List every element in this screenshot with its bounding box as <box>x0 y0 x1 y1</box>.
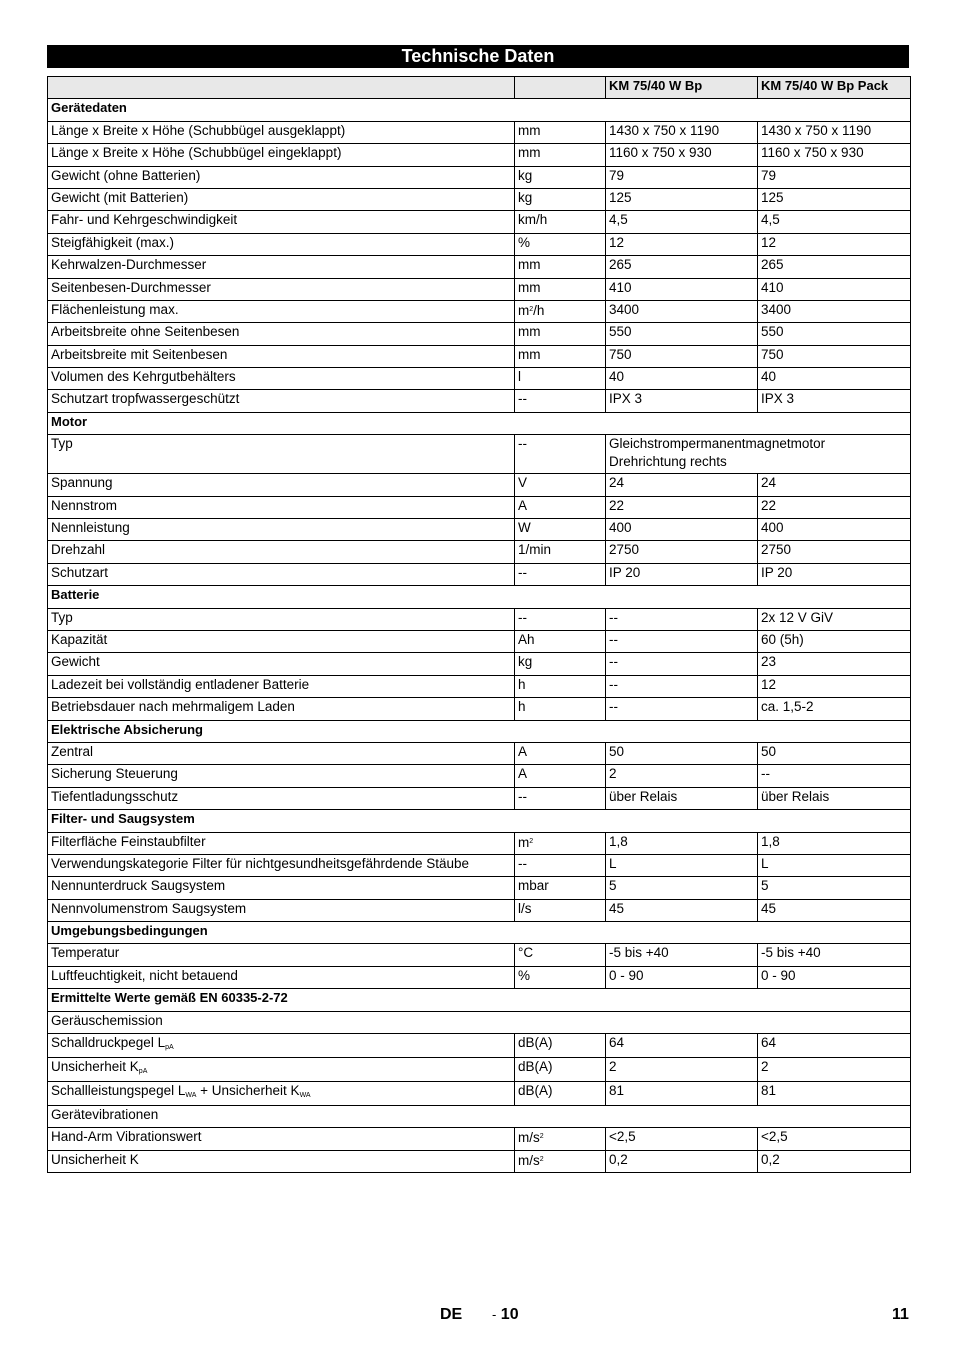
value-model-2: 23 <box>758 653 911 675</box>
value-model-2: 265 <box>758 256 911 278</box>
value-model-2: 12 <box>758 675 911 697</box>
parameter-label: Ladezeit bei vollständig entladener Batterie <box>48 675 515 697</box>
table-row <box>48 944 911 966</box>
table-row <box>48 368 911 390</box>
parameter-label: Typ <box>48 435 515 474</box>
parameter-label: Spannung <box>48 474 515 496</box>
unit-cell: dB(A) <box>515 1034 606 1058</box>
value-model-1: 1430 x 750 x 1190 <box>606 121 758 143</box>
unit-cell: 1/min <box>515 541 606 563</box>
unit-cell: A <box>515 742 606 764</box>
unit-cell: mbar <box>515 877 606 899</box>
table-row <box>48 742 911 764</box>
value-model-2: 81 <box>758 1082 911 1106</box>
footer-page-ref: - 10 <box>492 1306 519 1323</box>
value-model-1: 64 <box>606 1034 758 1058</box>
table-row <box>48 1058 911 1082</box>
section-header-row <box>48 412 911 434</box>
label-subscript: WA <box>185 1092 197 1100</box>
unit-cell: W <box>515 519 606 541</box>
parameter-label: Länge x Breite x Höhe (Schubbügel eingeklappt) <box>48 144 515 166</box>
section-title: Batterie <box>48 586 911 608</box>
table-row <box>48 323 911 345</box>
table-row <box>48 211 911 233</box>
table-row <box>48 496 911 518</box>
parameter-label <box>48 1058 515 1082</box>
unit-cell: Ah <box>515 630 606 652</box>
unit-cell: l/s <box>515 899 606 921</box>
unit-cell: A <box>515 496 606 518</box>
value-model-2: 750 <box>758 345 911 367</box>
value-model-2: 60 (5h) <box>758 630 911 652</box>
value-model-1: 400 <box>606 519 758 541</box>
page-title: Technische Daten <box>47 45 909 68</box>
unit-cell: kg <box>515 166 606 188</box>
table-row <box>48 653 911 675</box>
subheading-row <box>48 1011 911 1033</box>
section-title: Ermittelte Werte gemäß EN 60335-2-72 <box>48 989 911 1011</box>
value-model-1: <2,5 <box>606 1128 758 1150</box>
value-model-1: L <box>606 854 758 876</box>
value-model-2: L <box>758 854 911 876</box>
table-row <box>48 188 911 210</box>
value-model-2: -5 bis +40 <box>758 944 911 966</box>
header-blank <box>515 77 606 99</box>
value-model-1: 79 <box>606 166 758 188</box>
spec-table-body <box>48 77 911 1173</box>
value-model-1: -- <box>606 698 758 720</box>
table-row <box>48 541 911 563</box>
value-model-2: IP 20 <box>758 563 911 585</box>
unit-cell: -- <box>515 854 606 876</box>
parameter-label: Seitenbesen-Durchmesser <box>48 278 515 300</box>
value-model-1: 4,5 <box>606 211 758 233</box>
value-model-1: -- <box>606 653 758 675</box>
table-row <box>48 1082 911 1106</box>
value-model-2: 0 - 90 <box>758 966 911 988</box>
value-model-1: 2750 <box>606 541 758 563</box>
subheading-row <box>48 1106 911 1128</box>
unit-cell: dB(A) <box>515 1082 606 1106</box>
value-model-2: 12 <box>758 233 911 255</box>
value-model-1: 24 <box>606 474 758 496</box>
table-row <box>48 765 911 787</box>
unit-cell <box>515 1150 606 1172</box>
table-row <box>48 877 911 899</box>
table-row <box>48 1150 911 1172</box>
unit-cell: -- <box>515 390 606 412</box>
value-model-2: 5 <box>758 877 911 899</box>
merged-value <box>606 435 911 474</box>
unit-cell: mm <box>515 345 606 367</box>
unit-cell: °C <box>515 944 606 966</box>
value-model-2: über Relais <box>758 787 911 809</box>
value-model-2: 550 <box>758 323 911 345</box>
value-model-1: 0,2 <box>606 1150 758 1172</box>
table-row <box>48 854 911 876</box>
value-model-1: 265 <box>606 256 758 278</box>
subheading-vibration: Gerätevibrationen <box>48 1106 911 1128</box>
value-model-2: 24 <box>758 474 911 496</box>
value-model-1: 22 <box>606 496 758 518</box>
parameter-label: Kehrwalzen-Durchmesser <box>48 256 515 278</box>
table-row <box>48 144 911 166</box>
parameter-label: Betriebsdauer nach mehrmaligem Laden <box>48 698 515 720</box>
unit-cell: -- <box>515 787 606 809</box>
section-header-row <box>48 989 911 1011</box>
unit-cell: kg <box>515 188 606 210</box>
unit-cell <box>515 832 606 854</box>
unit-cell: mm <box>515 323 606 345</box>
unit-cell: l <box>515 368 606 390</box>
unit-cell: mm <box>515 256 606 278</box>
section-header-row <box>48 810 911 832</box>
value-model-2: 125 <box>758 188 911 210</box>
table-row <box>48 675 911 697</box>
parameter-label: Temperatur <box>48 944 515 966</box>
unit-cell: V <box>515 474 606 496</box>
value-model-2: 79 <box>758 166 911 188</box>
unit-cell: -- <box>515 435 606 474</box>
value-model-2: 64 <box>758 1034 911 1058</box>
table-row <box>48 899 911 921</box>
table-row <box>48 345 911 367</box>
unit-cell: km/h <box>515 211 606 233</box>
table-row <box>48 256 911 278</box>
parameter-label: Kapazität <box>48 630 515 652</box>
unit-superscript: 2 <box>539 1155 544 1163</box>
table-row <box>48 787 911 809</box>
value-model-1: 3400 <box>606 300 758 322</box>
unit-rest: /h <box>533 302 545 318</box>
table-row <box>48 966 911 988</box>
parameter-label: Länge x Breite x Höhe (Schubbügel ausgeklappt) <box>48 121 515 143</box>
table-row <box>48 563 911 585</box>
value-model-1: 550 <box>606 323 758 345</box>
value-model-1: -- <box>606 675 758 697</box>
parameter-label: Schutzart <box>48 563 515 585</box>
section-title: Motor <box>48 412 911 434</box>
header-model-1: KM 75/40 W Bp <box>606 77 758 99</box>
parameter-label: Nennunterdruck Saugsystem <box>48 877 515 899</box>
label-text-mid: + Unsicherheit K <box>196 1083 300 1099</box>
value-model-1: 1160 x 750 x 930 <box>606 144 758 166</box>
value-model-1: 2 <box>606 1058 758 1082</box>
parameter-label: Arbeitsbreite ohne Seitenbesen <box>48 323 515 345</box>
table-row <box>48 519 911 541</box>
parameter-label: Flächenleistung max. <box>48 300 515 322</box>
value-model-2: 2x 12 V GiV <box>758 608 911 630</box>
section-header-row <box>48 922 911 944</box>
value-model-1: 2 <box>606 765 758 787</box>
unit-superscript: 2 <box>539 1133 544 1141</box>
value-model-1: -- <box>606 608 758 630</box>
value-model-2: 410 <box>758 278 911 300</box>
value-model-1: 750 <box>606 345 758 367</box>
section-title: Filter- und Saugsystem <box>48 810 911 832</box>
value-line-1: Gleichstrompermanentmagnetmotor <box>609 436 826 452</box>
unit-cell: % <box>515 966 606 988</box>
unit-base: m <box>518 834 530 850</box>
table-row <box>48 698 911 720</box>
footer-language: DE <box>440 1306 463 1323</box>
value-model-2: IPX 3 <box>758 390 911 412</box>
value-model-2: ca. 1,5-2 <box>758 698 911 720</box>
parameter-label: Drehzahl <box>48 541 515 563</box>
section-title: Gerätedaten <box>48 99 911 121</box>
value-model-1: über Relais <box>606 787 758 809</box>
unit-cell <box>515 300 606 322</box>
unit-cell: -- <box>515 563 606 585</box>
value-model-1: 1,8 <box>606 832 758 854</box>
value-model-1: 40 <box>606 368 758 390</box>
value-model-2: 1160 x 750 x 930 <box>758 144 911 166</box>
table-row <box>48 474 911 496</box>
value-model-1: IPX 3 <box>606 390 758 412</box>
value-model-2: 3400 <box>758 300 911 322</box>
section-header-row <box>48 720 911 742</box>
table-row <box>48 390 911 412</box>
table-row <box>48 1128 911 1150</box>
parameter-label: Steigfähigkeit (max.) <box>48 233 515 255</box>
label-subscript: pA <box>165 1044 174 1052</box>
parameter-label: Fahr- und Kehrgeschwindigkeit <box>48 211 515 233</box>
parameter-label: Gewicht <box>48 653 515 675</box>
parameter-label: Arbeitsbreite mit Seitenbesen <box>48 345 515 367</box>
parameter-label: Gewicht (mit Batterien) <box>48 188 515 210</box>
parameter-label: Zentral <box>48 742 515 764</box>
label-subscript-2: WA <box>299 1092 311 1100</box>
unit-superscript: 2 <box>529 305 534 313</box>
parameter-label: Filterfläche Feinstaubfilter <box>48 832 515 854</box>
value-model-1: 0 - 90 <box>606 966 758 988</box>
parameter-label <box>48 1034 515 1058</box>
parameter-label: Sicherung Steuerung <box>48 765 515 787</box>
value-model-1: 410 <box>606 278 758 300</box>
table-row <box>48 832 911 854</box>
parameter-label: Unsicherheit K <box>48 1150 515 1172</box>
value-model-2: 4,5 <box>758 211 911 233</box>
parameter-label: Nennvolumenstrom Saugsystem <box>48 899 515 921</box>
value-model-2: 40 <box>758 368 911 390</box>
label-text: Schalldruckpegel L <box>51 1035 166 1051</box>
value-model-2: 0,2 <box>758 1150 911 1172</box>
section-title: Elektrische Absicherung <box>48 720 911 742</box>
value-model-1: 12 <box>606 233 758 255</box>
table-row <box>48 278 911 300</box>
section-title: Umgebungsbedingungen <box>48 922 911 944</box>
parameter-label: Gewicht (ohne Batterien) <box>48 166 515 188</box>
unit-cell: mm <box>515 121 606 143</box>
value-model-1: -5 bis +40 <box>606 944 758 966</box>
unit-cell: h <box>515 698 606 720</box>
section-header-row <box>48 586 911 608</box>
unit-cell: h <box>515 675 606 697</box>
value-model-1: -- <box>606 630 758 652</box>
parameter-label: Typ <box>48 608 515 630</box>
parameter-label: Nennstrom <box>48 496 515 518</box>
value-model-2: <2,5 <box>758 1128 911 1150</box>
unit-cell: A <box>515 765 606 787</box>
parameter-label <box>48 1082 515 1106</box>
parameter-label: Nennleistung <box>48 519 515 541</box>
table-row <box>48 608 911 630</box>
unit-cell: -- <box>515 608 606 630</box>
value-model-1: 125 <box>606 188 758 210</box>
value-model-1: 50 <box>606 742 758 764</box>
section-header-row <box>48 99 911 121</box>
parameter-label: Luftfeuchtigkeit, nicht betauend <box>48 966 515 988</box>
unit-cell: mm <box>515 278 606 300</box>
value-model-2: 400 <box>758 519 911 541</box>
value-line-2: Drehrichtung rechts <box>609 454 727 470</box>
value-model-2: 22 <box>758 496 911 518</box>
spec-table <box>47 76 911 1173</box>
value-model-2: 50 <box>758 742 911 764</box>
value-model-2: 2 <box>758 1058 911 1082</box>
unit-cell <box>515 1128 606 1150</box>
value-model-2: 1,8 <box>758 832 911 854</box>
unit-cell: % <box>515 233 606 255</box>
unit-cell: mm <box>515 144 606 166</box>
unit-base: m <box>518 302 530 318</box>
unit-cell: dB(A) <box>515 1058 606 1082</box>
header-model-2: KM 75/40 W Bp Pack <box>758 77 911 99</box>
value-model-1: IP 20 <box>606 563 758 585</box>
table-row <box>48 233 911 255</box>
parameter-label: Tiefentladungsschutz <box>48 787 515 809</box>
table-row <box>48 435 911 474</box>
table-row <box>48 1034 911 1058</box>
table-row <box>48 121 911 143</box>
parameter-label: Hand-Arm Vibrationswert <box>48 1128 515 1150</box>
label-subscript: pA <box>138 1068 148 1076</box>
footer-page-number: 11 <box>892 1306 909 1323</box>
table-header-row <box>48 77 911 99</box>
value-model-1: 81 <box>606 1082 758 1106</box>
unit-superscript: 2 <box>529 837 534 845</box>
table-row <box>48 300 911 322</box>
parameter-label: Volumen des Kehrgutbehälters <box>48 368 515 390</box>
label-text: Unsicherheit K <box>51 1059 139 1075</box>
value-model-1: 5 <box>606 877 758 899</box>
value-model-2: 1430 x 750 x 1190 <box>758 121 911 143</box>
parameter-label: Schutzart tropfwassergeschützt <box>48 390 515 412</box>
unit-base: m/s <box>518 1152 540 1168</box>
value-model-2: -- <box>758 765 911 787</box>
parameter-label: Verwendungskategorie Filter für nichtgesundheitsgefährdende Stäube <box>48 854 515 876</box>
header-blank <box>48 77 515 99</box>
value-model-2: 2750 <box>758 541 911 563</box>
label-text: Schallleistungspegel L <box>51 1083 186 1099</box>
unit-cell: kg <box>515 653 606 675</box>
value-model-2: 45 <box>758 899 911 921</box>
subheading-noise: Geräuschemission <box>48 1011 911 1033</box>
unit-base: m/s <box>518 1130 540 1146</box>
table-row <box>48 166 911 188</box>
table-row <box>48 630 911 652</box>
value-model-1: 45 <box>606 899 758 921</box>
